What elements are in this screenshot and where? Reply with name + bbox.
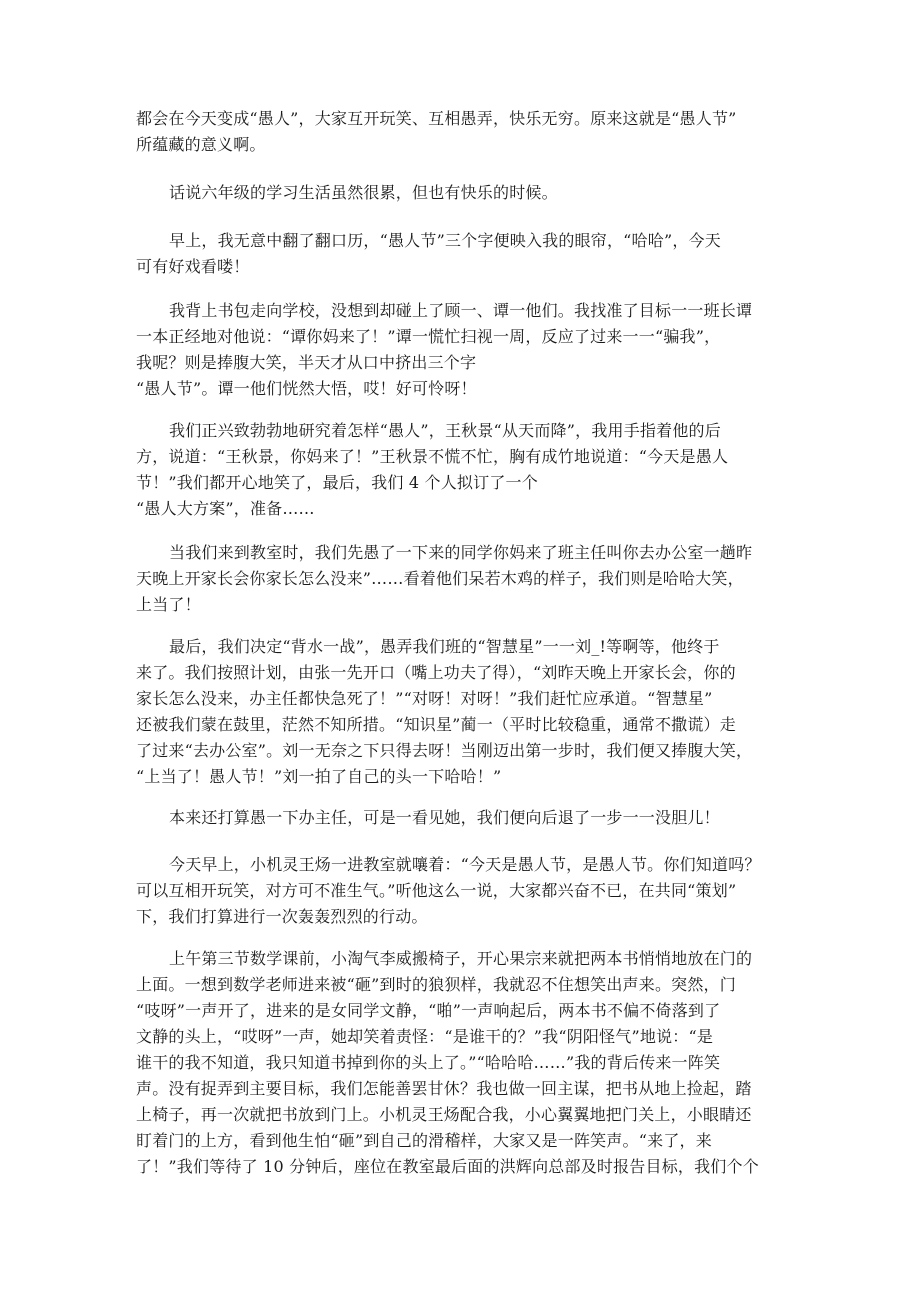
text-line: 上面。一想到数学老师进来被“砸”到时的狼狈样，我就忍不住想笑出声来。突然，门 (136, 975, 736, 994)
text-line: 当我们来到教室时，我们先愚了一下来的同学你妈来了班主任叫你去办公室一趟昨 (169, 543, 753, 562)
text-line: 早上，我无意中翻了翻口历，“愚人节”三个字便映入我的眼帘，“哈哈”，今天 (169, 231, 721, 250)
text-line: 了！”我们等待了 10 分钟后，座位在教室最后面的洪辉向总部及时报告目标，我们个个 (136, 1157, 759, 1176)
text-line: 我们正兴致勃勃地研究着怎样“愚人”，王秋景“从天而降”，我用手指着他的后 (169, 421, 721, 440)
paragraph-1 (136, 106, 796, 158)
paragraph-8 (136, 805, 796, 831)
text-line: “愚人节”。谭一他们恍然大悟，哎！好可怜呀！ (136, 379, 477, 398)
text-line: 了过来“去办公室”。刘一无奈之下只得去呀！当刚迈出第一步时，我们便又捧腹大笑， (136, 741, 753, 760)
text-line: 可以互相开玩笑，对方可不准生气。”听他这么一说，大家都兴奋不已，在共同“策划” (136, 881, 737, 900)
text-line: 最后，我们决定“背水一战”，愚弄我们班的“智慧星”一一刘_!等啊等，他终于 (169, 637, 720, 656)
text-line: 盯着门的上方，看到他生怕“砸”到自己的滑稽样，大家又是一阵笑声。“来了，来 (136, 1131, 712, 1150)
text-line: 本来还打算愚一下办主任，可是一看见她，我们便向后退了一步一一没胆儿！ (169, 808, 720, 827)
paragraph-7 (136, 634, 796, 790)
paragraph-4 (136, 298, 796, 402)
text-line: 一本正经地对他说：“谭你妈来了！”谭一慌忙扫视一周，反应了过来一一“骗我”， (136, 327, 721, 346)
text-line: 我背上书包走向学校，没想到却碰上了顾一、谭一他们。我找准了目标一一班长谭 (169, 301, 753, 320)
text-line: 所蕴藏的意义啊。 (136, 135, 266, 154)
paragraph-10 (136, 946, 796, 1180)
text-line: 来了。我们按照计划，由张一先开口（嘴上功夫了得），“刘昨天晚上开家长会，你的 (136, 663, 736, 682)
text-line: 下，我们打算进行一次轰轰烈烈的行动。 (136, 907, 428, 926)
text-line: 话说六年级的学习生活虽然很累，但也有快乐的时候。 (169, 183, 558, 202)
paragraph-6 (136, 540, 796, 618)
text-line: 今天早上，小机灵王炀一进教室就嚷着：“今天是愚人节，是愚人节。你们知道吗？ (169, 855, 761, 874)
text-line: 都会在今天变成“愚人”，大家互开玩笑、互相愚弄，快乐无穷。原来这就是“愚人节” (136, 109, 737, 128)
paragraph-2 (136, 180, 796, 206)
paragraph-3 (136, 228, 796, 280)
text-line: 文静的头上，“哎呀”一声，她却笑着责怪：“是谁干的？”我“阴阳怪气”地说：“是 (136, 1027, 714, 1046)
text-line: 家长怎么没来，办主任都快急死了！”“对呀！对呀！”我们赶忙应承道。“智慧星” (136, 689, 713, 708)
text-line: 节！”我们都开心地笑了，最后，我们 4 个人拟订了一个 (136, 473, 538, 492)
text-line: 还被我们蒙在鼓里，茫然不知所措。“知识星”蔺一（平时比较稳重，通常不撒谎）走 (136, 715, 736, 734)
text-line: 上当了！ (136, 595, 201, 614)
text-line: 上椅子，再一次就把书放到门上。小机灵王炀配合我，小心翼翼地把门关上，小眼睛还 (136, 1105, 752, 1124)
text-line: 方，说道：“王秋景，你妈来了！”王秋景不慌不忙，胸有成竹地说道：“今天是愚人 (136, 447, 729, 466)
text-line: 可有好戏看喽！ (136, 257, 250, 276)
text-line: “愚人大方案”，准备…… (136, 499, 315, 518)
paragraph-5 (136, 418, 796, 522)
text-line: 天晚上开家长会你家长怎么没来”……看着他们呆若木鸡的样子，我们则是哈哈大笑， (136, 569, 744, 588)
text-line: 声。没有捉弄到主要目标，我们怎能善罢甘休？我也做一回主谋，把书从地上捡起，踏 (136, 1079, 752, 1098)
text-line: 上午第三节数学课前，小淘气李威搬椅子，开心果宗来就把两本书悄悄地放在门的 (169, 949, 753, 968)
text-line: 谁干的我不知道，我只知道书掉到你的头上了。”“哈哈哈……”我的背后传来一阵笑 (136, 1053, 721, 1072)
text-line: “吱呀”一声开了，进来的是女同学文静，“啪”一声响起后，两本书不偏不倚落到了 (136, 1001, 721, 1020)
paragraph-9 (136, 852, 796, 930)
text-line: “上当了！愚人节！”刘一拍了自己的头一下哈哈！” (136, 767, 502, 786)
text-line: 我呢？则是捧腹大笑，半天才从口中挤出三个字 (136, 353, 477, 372)
